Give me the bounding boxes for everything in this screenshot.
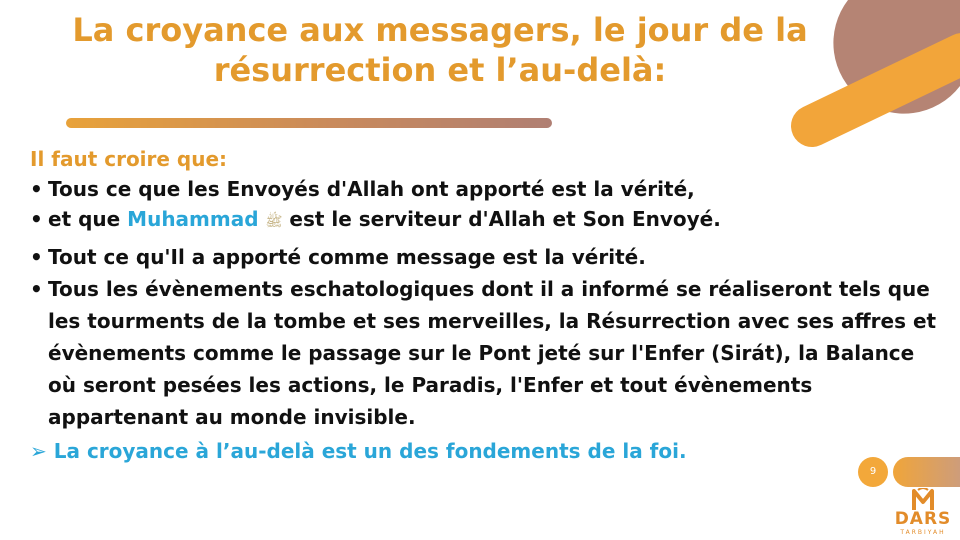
conclusion-text: La croyance à l’au-delà est un des fondements de la foi. <box>53 439 687 463</box>
bullet-item-2 <box>30 204 940 237</box>
highlight-name: Muhammad <box>127 207 259 231</box>
bullet-dot: • <box>30 177 43 201</box>
logo-subtext: TARBIYAH <box>900 529 946 536</box>
title-divider <box>66 118 552 128</box>
bullet-item-1 <box>30 174 940 204</box>
bullet-item-4 <box>30 273 940 433</box>
bullet-dot: • <box>30 245 43 269</box>
title-line-1: La croyance aux messagers, le jour de la <box>72 11 808 49</box>
logo-text: DARS <box>894 509 952 529</box>
slide-body <box>30 144 940 467</box>
bullet-text-2-before: et que <box>48 207 128 231</box>
conclusion-line <box>30 435 940 467</box>
slide-title <box>40 10 840 90</box>
honorific-glyph: ﷺ <box>265 214 283 230</box>
bullet-item-3 <box>30 241 940 273</box>
bullet-text-1: Tous ce que les Envoyés d'Allah ont apporté est la vérité, <box>48 177 695 201</box>
bullet-text-3: Tout ce qu'Il a apporté comme message est la vérité. <box>48 245 646 269</box>
bullet-dot: • <box>30 277 43 301</box>
dars-logo <box>890 488 956 538</box>
bullet-dot: • <box>30 207 43 231</box>
bullet-text-2-after: est le serviteur d'Allah et Son Envoyé. <box>282 207 721 231</box>
bullet-text-4: Tous les évènements eschatologiques dont il a informé se réaliseront tels que les tourments de la tombe et ses merveilles, la Résurrection avec ses affres et évènements comme le passage sur le Pont jeté sur l'Enfer (Sirát), la Balance où seront pesées les actions, le Paradis, l'Enfer et tout évènements appartenant au monde invisible. <box>48 277 937 429</box>
page-number: 9 <box>858 457 888 487</box>
arrow-icon: ➢ <box>30 439 47 463</box>
intro-text: Il faut croire que: <box>30 147 228 171</box>
title-line-2: résurrection et l’au-delà: <box>213 51 667 89</box>
page-number-tab <box>893 457 960 487</box>
